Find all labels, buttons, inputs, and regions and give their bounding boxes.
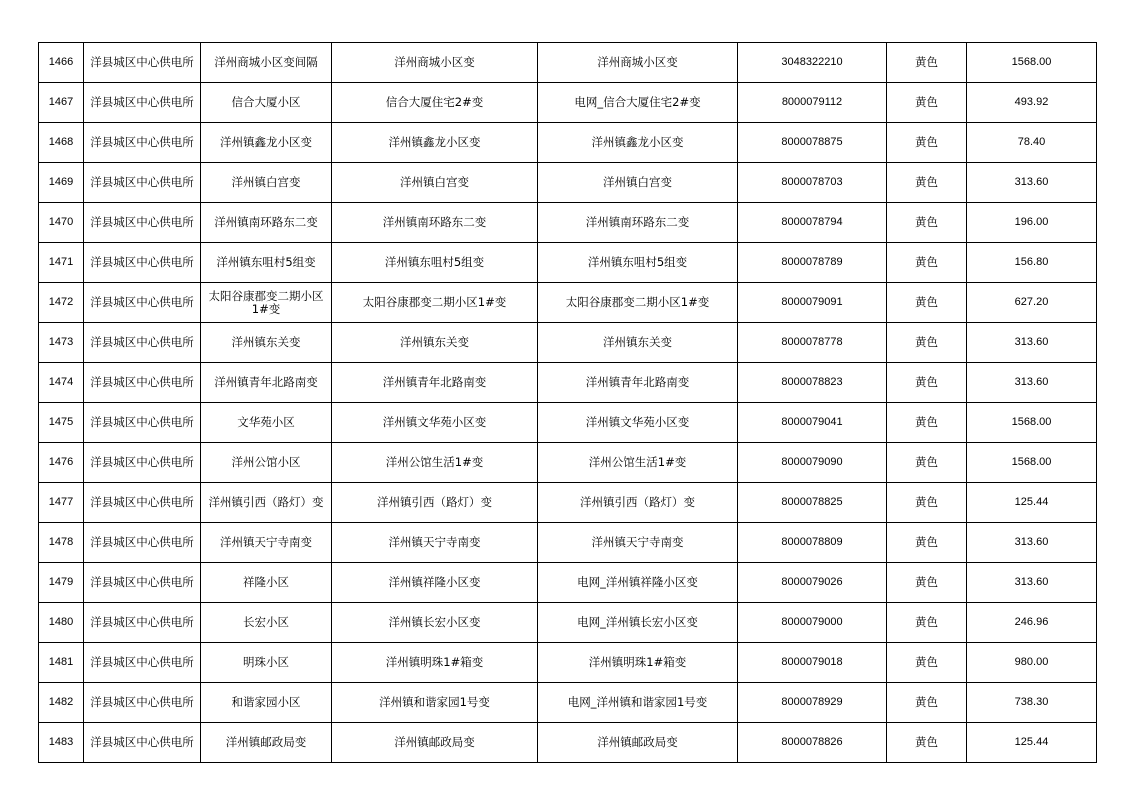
table-row xyxy=(39,723,1097,763)
station-cell: 洋州镇东关变 xyxy=(201,323,332,363)
value-cell: 246.96 xyxy=(967,603,1097,643)
office-cell: 洋县城区中心供电所 xyxy=(84,483,201,523)
grid-name-cell: 洋州镇南环路东二变 xyxy=(538,203,738,243)
table-row xyxy=(39,363,1097,403)
data-table xyxy=(38,42,1097,763)
grid-name-cell: 洋州公馆生活1#变 xyxy=(538,443,738,483)
station-cell: 洋州镇南环路东二变 xyxy=(201,203,332,243)
station-cell: 太阳谷康郡变二期小区1#变 xyxy=(201,283,332,323)
grid-name-cell: 洋州镇鑫龙小区变 xyxy=(538,123,738,163)
account-number-cell: 8000079026 xyxy=(738,563,887,603)
office-cell: 洋县城区中心供电所 xyxy=(84,643,201,683)
office-cell: 洋县城区中心供电所 xyxy=(84,563,201,603)
office-cell: 洋县城区中心供电所 xyxy=(84,203,201,243)
table-row xyxy=(39,563,1097,603)
station-cell: 明珠小区 xyxy=(201,643,332,683)
account-number-cell: 8000078825 xyxy=(738,483,887,523)
account-number-cell: 8000078778 xyxy=(738,323,887,363)
grid-name-cell: 洋州商城小区变 xyxy=(538,43,738,83)
grid-name-cell: 洋州镇文华苑小区变 xyxy=(538,403,738,443)
grid-name-cell: 洋州镇明珠1#箱变 xyxy=(538,643,738,683)
office-cell: 洋县城区中心供电所 xyxy=(84,283,201,323)
account-number-cell: 8000079090 xyxy=(738,443,887,483)
office-cell: 洋县城区中心供电所 xyxy=(84,603,201,643)
grid-name-cell: 洋州镇东关变 xyxy=(538,323,738,363)
value-cell: 313.60 xyxy=(967,323,1097,363)
table-row xyxy=(39,43,1097,83)
table-body xyxy=(39,43,1097,763)
account-number-cell: 8000078823 xyxy=(738,363,887,403)
table-row xyxy=(39,683,1097,723)
office-cell: 洋县城区中心供电所 xyxy=(84,163,201,203)
value-cell: 493.92 xyxy=(967,83,1097,123)
value-cell: 313.60 xyxy=(967,163,1097,203)
account-number-cell: 8000078875 xyxy=(738,123,887,163)
table-row xyxy=(39,243,1097,283)
transformer-cell: 太阳谷康郡变二期小区1#变 xyxy=(332,283,538,323)
grid-name-cell: 洋州镇邮政局变 xyxy=(538,723,738,763)
level-cell: 黄色 xyxy=(887,243,967,283)
table-row xyxy=(39,283,1097,323)
value-cell: 78.40 xyxy=(967,123,1097,163)
transformer-cell: 洋州镇文华苑小区变 xyxy=(332,403,538,443)
account-number-cell: 3048322210 xyxy=(738,43,887,83)
station-cell: 洋州镇天宁寺南变 xyxy=(201,523,332,563)
office-cell: 洋县城区中心供电所 xyxy=(84,83,201,123)
station-cell: 洋州公馆小区 xyxy=(201,443,332,483)
value-cell: 196.00 xyxy=(967,203,1097,243)
station-cell: 洋州镇东咀村5组变 xyxy=(201,243,332,283)
office-cell: 洋县城区中心供电所 xyxy=(84,683,201,723)
grid-name-cell: 洋州镇白宫变 xyxy=(538,163,738,203)
table-row xyxy=(39,83,1097,123)
level-cell: 黄色 xyxy=(887,683,967,723)
account-number-cell: 8000078794 xyxy=(738,203,887,243)
level-cell: 黄色 xyxy=(887,483,967,523)
table-row xyxy=(39,523,1097,563)
row-number-cell: 1481 xyxy=(39,643,84,683)
office-cell: 洋县城区中心供电所 xyxy=(84,323,201,363)
transformer-cell: 洋州镇鑫龙小区变 xyxy=(332,123,538,163)
row-number-cell: 1474 xyxy=(39,363,84,403)
transformer-cell: 洋州商城小区变 xyxy=(332,43,538,83)
level-cell: 黄色 xyxy=(887,723,967,763)
transformer-cell: 洋州镇明珠1#箱变 xyxy=(332,643,538,683)
row-number-cell: 1473 xyxy=(39,323,84,363)
table-row xyxy=(39,483,1097,523)
level-cell: 黄色 xyxy=(887,283,967,323)
station-cell: 祥隆小区 xyxy=(201,563,332,603)
office-cell: 洋县城区中心供电所 xyxy=(84,723,201,763)
table-row xyxy=(39,443,1097,483)
value-cell: 313.60 xyxy=(967,363,1097,403)
account-number-cell: 8000078929 xyxy=(738,683,887,723)
office-cell: 洋县城区中心供电所 xyxy=(84,403,201,443)
row-number-cell: 1468 xyxy=(39,123,84,163)
row-number-cell: 1477 xyxy=(39,483,84,523)
account-number-cell: 8000078809 xyxy=(738,523,887,563)
table-row xyxy=(39,203,1097,243)
level-cell: 黄色 xyxy=(887,603,967,643)
account-number-cell: 8000079112 xyxy=(738,83,887,123)
level-cell: 黄色 xyxy=(887,83,967,123)
station-cell: 洋州镇引西（路灯）变 xyxy=(201,483,332,523)
row-number-cell: 1480 xyxy=(39,603,84,643)
row-number-cell: 1482 xyxy=(39,683,84,723)
row-number-cell: 1476 xyxy=(39,443,84,483)
transformer-cell: 洋州镇青年北路南变 xyxy=(332,363,538,403)
station-cell: 洋州商城小区变间隔 xyxy=(201,43,332,83)
table-row xyxy=(39,163,1097,203)
transformer-cell: 洋州公馆生活1#变 xyxy=(332,443,538,483)
level-cell: 黄色 xyxy=(887,443,967,483)
station-cell: 信合大厦小区 xyxy=(201,83,332,123)
row-number-cell: 1471 xyxy=(39,243,84,283)
value-cell: 156.80 xyxy=(967,243,1097,283)
value-cell: 125.44 xyxy=(967,723,1097,763)
grid-name-cell: 电网_信合大厦住宅2#变 xyxy=(538,83,738,123)
row-number-cell: 1470 xyxy=(39,203,84,243)
transformer-cell: 洋州镇和谐家园1号变 xyxy=(332,683,538,723)
account-number-cell: 8000079041 xyxy=(738,403,887,443)
level-cell: 黄色 xyxy=(887,203,967,243)
level-cell: 黄色 xyxy=(887,643,967,683)
office-cell: 洋县城区中心供电所 xyxy=(84,43,201,83)
row-number-cell: 1467 xyxy=(39,83,84,123)
row-number-cell: 1466 xyxy=(39,43,84,83)
value-cell: 627.20 xyxy=(967,283,1097,323)
grid-name-cell: 洋州镇天宁寺南变 xyxy=(538,523,738,563)
row-number-cell: 1478 xyxy=(39,523,84,563)
value-cell: 1568.00 xyxy=(967,403,1097,443)
grid-name-cell: 洋州镇引西（路灯）变 xyxy=(538,483,738,523)
row-number-cell: 1483 xyxy=(39,723,84,763)
level-cell: 黄色 xyxy=(887,43,967,83)
value-cell: 1568.00 xyxy=(967,443,1097,483)
office-cell: 洋县城区中心供电所 xyxy=(84,523,201,563)
account-number-cell: 8000079018 xyxy=(738,643,887,683)
station-cell: 洋州镇青年北路南变 xyxy=(201,363,332,403)
transformer-cell: 洋州镇东咀村5组变 xyxy=(332,243,538,283)
level-cell: 黄色 xyxy=(887,123,967,163)
table-row xyxy=(39,403,1097,443)
row-number-cell: 1475 xyxy=(39,403,84,443)
table-row xyxy=(39,323,1097,363)
office-cell: 洋县城区中心供电所 xyxy=(84,443,201,483)
station-cell: 文华苑小区 xyxy=(201,403,332,443)
value-cell: 1568.00 xyxy=(967,43,1097,83)
transformer-cell: 洋州镇引西（路灯）变 xyxy=(332,483,538,523)
transformer-cell: 洋州镇南环路东二变 xyxy=(332,203,538,243)
transformer-cell: 洋州镇白宫变 xyxy=(332,163,538,203)
transformer-cell: 洋州镇邮政局变 xyxy=(332,723,538,763)
transformer-cell: 洋州镇祥隆小区变 xyxy=(332,563,538,603)
grid-name-cell: 太阳谷康郡变二期小区1#变 xyxy=(538,283,738,323)
station-cell: 洋州镇白宫变 xyxy=(201,163,332,203)
station-cell: 洋州镇鑫龙小区变 xyxy=(201,123,332,163)
office-cell: 洋县城区中心供电所 xyxy=(84,123,201,163)
transformer-cell: 洋州镇天宁寺南变 xyxy=(332,523,538,563)
grid-name-cell: 电网_洋州镇和谐家园1号变 xyxy=(538,683,738,723)
table-row xyxy=(39,123,1097,163)
grid-name-cell: 洋州镇东咀村5组变 xyxy=(538,243,738,283)
transformer-cell: 洋州镇长宏小区变 xyxy=(332,603,538,643)
value-cell: 313.60 xyxy=(967,523,1097,563)
account-number-cell: 8000078789 xyxy=(738,243,887,283)
level-cell: 黄色 xyxy=(887,563,967,603)
row-number-cell: 1479 xyxy=(39,563,84,603)
account-number-cell: 8000079000 xyxy=(738,603,887,643)
station-cell: 长宏小区 xyxy=(201,603,332,643)
grid-name-cell: 电网_洋州镇长宏小区变 xyxy=(538,603,738,643)
transformer-cell: 信合大厦住宅2#变 xyxy=(332,83,538,123)
account-number-cell: 8000079091 xyxy=(738,283,887,323)
transformer-cell: 洋州镇东关变 xyxy=(332,323,538,363)
level-cell: 黄色 xyxy=(887,403,967,443)
grid-name-cell: 电网_洋州镇祥隆小区变 xyxy=(538,563,738,603)
account-number-cell: 8000078703 xyxy=(738,163,887,203)
office-cell: 洋县城区中心供电所 xyxy=(84,363,201,403)
value-cell: 980.00 xyxy=(967,643,1097,683)
value-cell: 738.30 xyxy=(967,683,1097,723)
level-cell: 黄色 xyxy=(887,523,967,563)
station-cell: 洋州镇邮政局变 xyxy=(201,723,332,763)
level-cell: 黄色 xyxy=(887,163,967,203)
value-cell: 313.60 xyxy=(967,563,1097,603)
account-number-cell: 8000078826 xyxy=(738,723,887,763)
station-cell: 和谐家园小区 xyxy=(201,683,332,723)
row-number-cell: 1469 xyxy=(39,163,84,203)
row-number-cell: 1472 xyxy=(39,283,84,323)
level-cell: 黄色 xyxy=(887,323,967,363)
table-row xyxy=(39,643,1097,683)
table-row xyxy=(39,603,1097,643)
office-cell: 洋县城区中心供电所 xyxy=(84,243,201,283)
value-cell: 125.44 xyxy=(967,483,1097,523)
level-cell: 黄色 xyxy=(887,363,967,403)
grid-name-cell: 洋州镇青年北路南变 xyxy=(538,363,738,403)
